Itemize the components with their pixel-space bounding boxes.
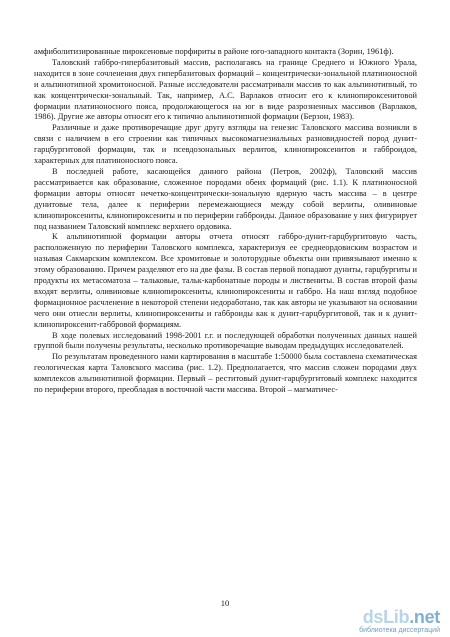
paragraph-2: Таловский габбро-гипербазитовый массив, располагаясь на границе Среднего и Южного Урала, находится в зоне сочленения двух гипербазитовых формаций – концентрически-зональной платиноносной и альпинотипной хромитоносной. Разные исследователи рассматривали массив то как альпинотипный, то как концентрически-зональный. Так, например, А.С. Варлаков относит его к клинопироксенитовой формации платиноносного пояса, продолжающегося на юг в виде разрозненных массивов (Варлаков, 1986). Другие же авторы относят его к типично альпинотипной формации (Берзон, 1983). bbox=[34, 57, 417, 122]
paragraph-4: В последней работе, касающейся данного района (Петров, 2002ф), Таловский массив рассматривается как образование, сложенное породами обеих формаций (рис. 1.1). К платиноносной формации авторы относят нечетко-концентрически-зональную ядерную часть массива – в центре дунитовые тела, далее к периферии перемежающиеся между собой верлиты, оливиновые клинопироксениты, клинопироксениты и по периферии габброиды. Данное образование у них фигурирует под названием Таловский комплекс верхнего ордовика. bbox=[34, 166, 417, 231]
watermark-logo-part2: .net bbox=[409, 607, 440, 627]
paragraph-3: Различные и даже противоречащие друг другу взгляды на генезис Таловского массива возникли в связи с наличием в его строении как типичных высокомагнезиальных разновидностей пород дунит-гарцбургитовой формации, так и псевдозональных верлитов, клинопироксенитов и габброидов, характерных для платиноносного пояса. bbox=[34, 123, 417, 166]
watermark bbox=[359, 608, 440, 635]
page-number: 10 bbox=[220, 598, 230, 608]
watermark-logo-part1: dsLib bbox=[362, 607, 410, 627]
body-text bbox=[34, 47, 417, 396]
paragraph-1: амфиболитизированные пироксеновые порфириты в районе юго-западного контакта (Зорин, 1961ф). bbox=[34, 47, 394, 56]
paragraph-6: В ходе полевых исследований 1998-2001 г.г. и последующей обработки полученных данных нашей группой были получены результаты, несколько противоречащие выводам предыдущих исследователей. bbox=[34, 330, 417, 351]
paragraph-5: К альпинотипной формации авторы отчета относят габбро-дунит-гарцбургитовую часть, расположенную по периферии Таловского комплекса, характеризуя ее среднеордовиским возрастом и называя Сакмарским комплексом. Все хромитовые и золоторудные объекты они привязывают именно к этому образованию. Причем разделяют его на две фазы. В состав первой попадают дуниты, гарцбургиты и продукты их метасоматоза – тальковые, тальк-карбонатные породы и листвениты. В состав второй фазы входят верлиты, оливиновые клинопироксениты, клинопироксениты и габбро. На наш взгляд подобное формационное расчленение в некоторой степени недоработано, так как авторы не указывают на основании чего они отнесли верлиты, клинопироксениты и габброиды как к дунит-гарцбургитовой, так и к дунит-клинопироксенит-габбровой формациям. bbox=[34, 232, 417, 329]
paragraph-7: По результатам проведенного нами картирования в масштабе 1:50000 была составлена схематическая геологическая карта Таловского массива (рис. 1.2). Предполагается, что массив сложен породами двух комплексов альпинотипной формации. Первый – реститовый дунит-гарцбургитовый комплекс находится по периферии второго, преобладая в восточной части массива. Второй – магматичес- bbox=[34, 352, 417, 395]
watermark-logo bbox=[359, 608, 440, 626]
watermark-subtitle: библиотека диссертаций bbox=[359, 627, 440, 634]
